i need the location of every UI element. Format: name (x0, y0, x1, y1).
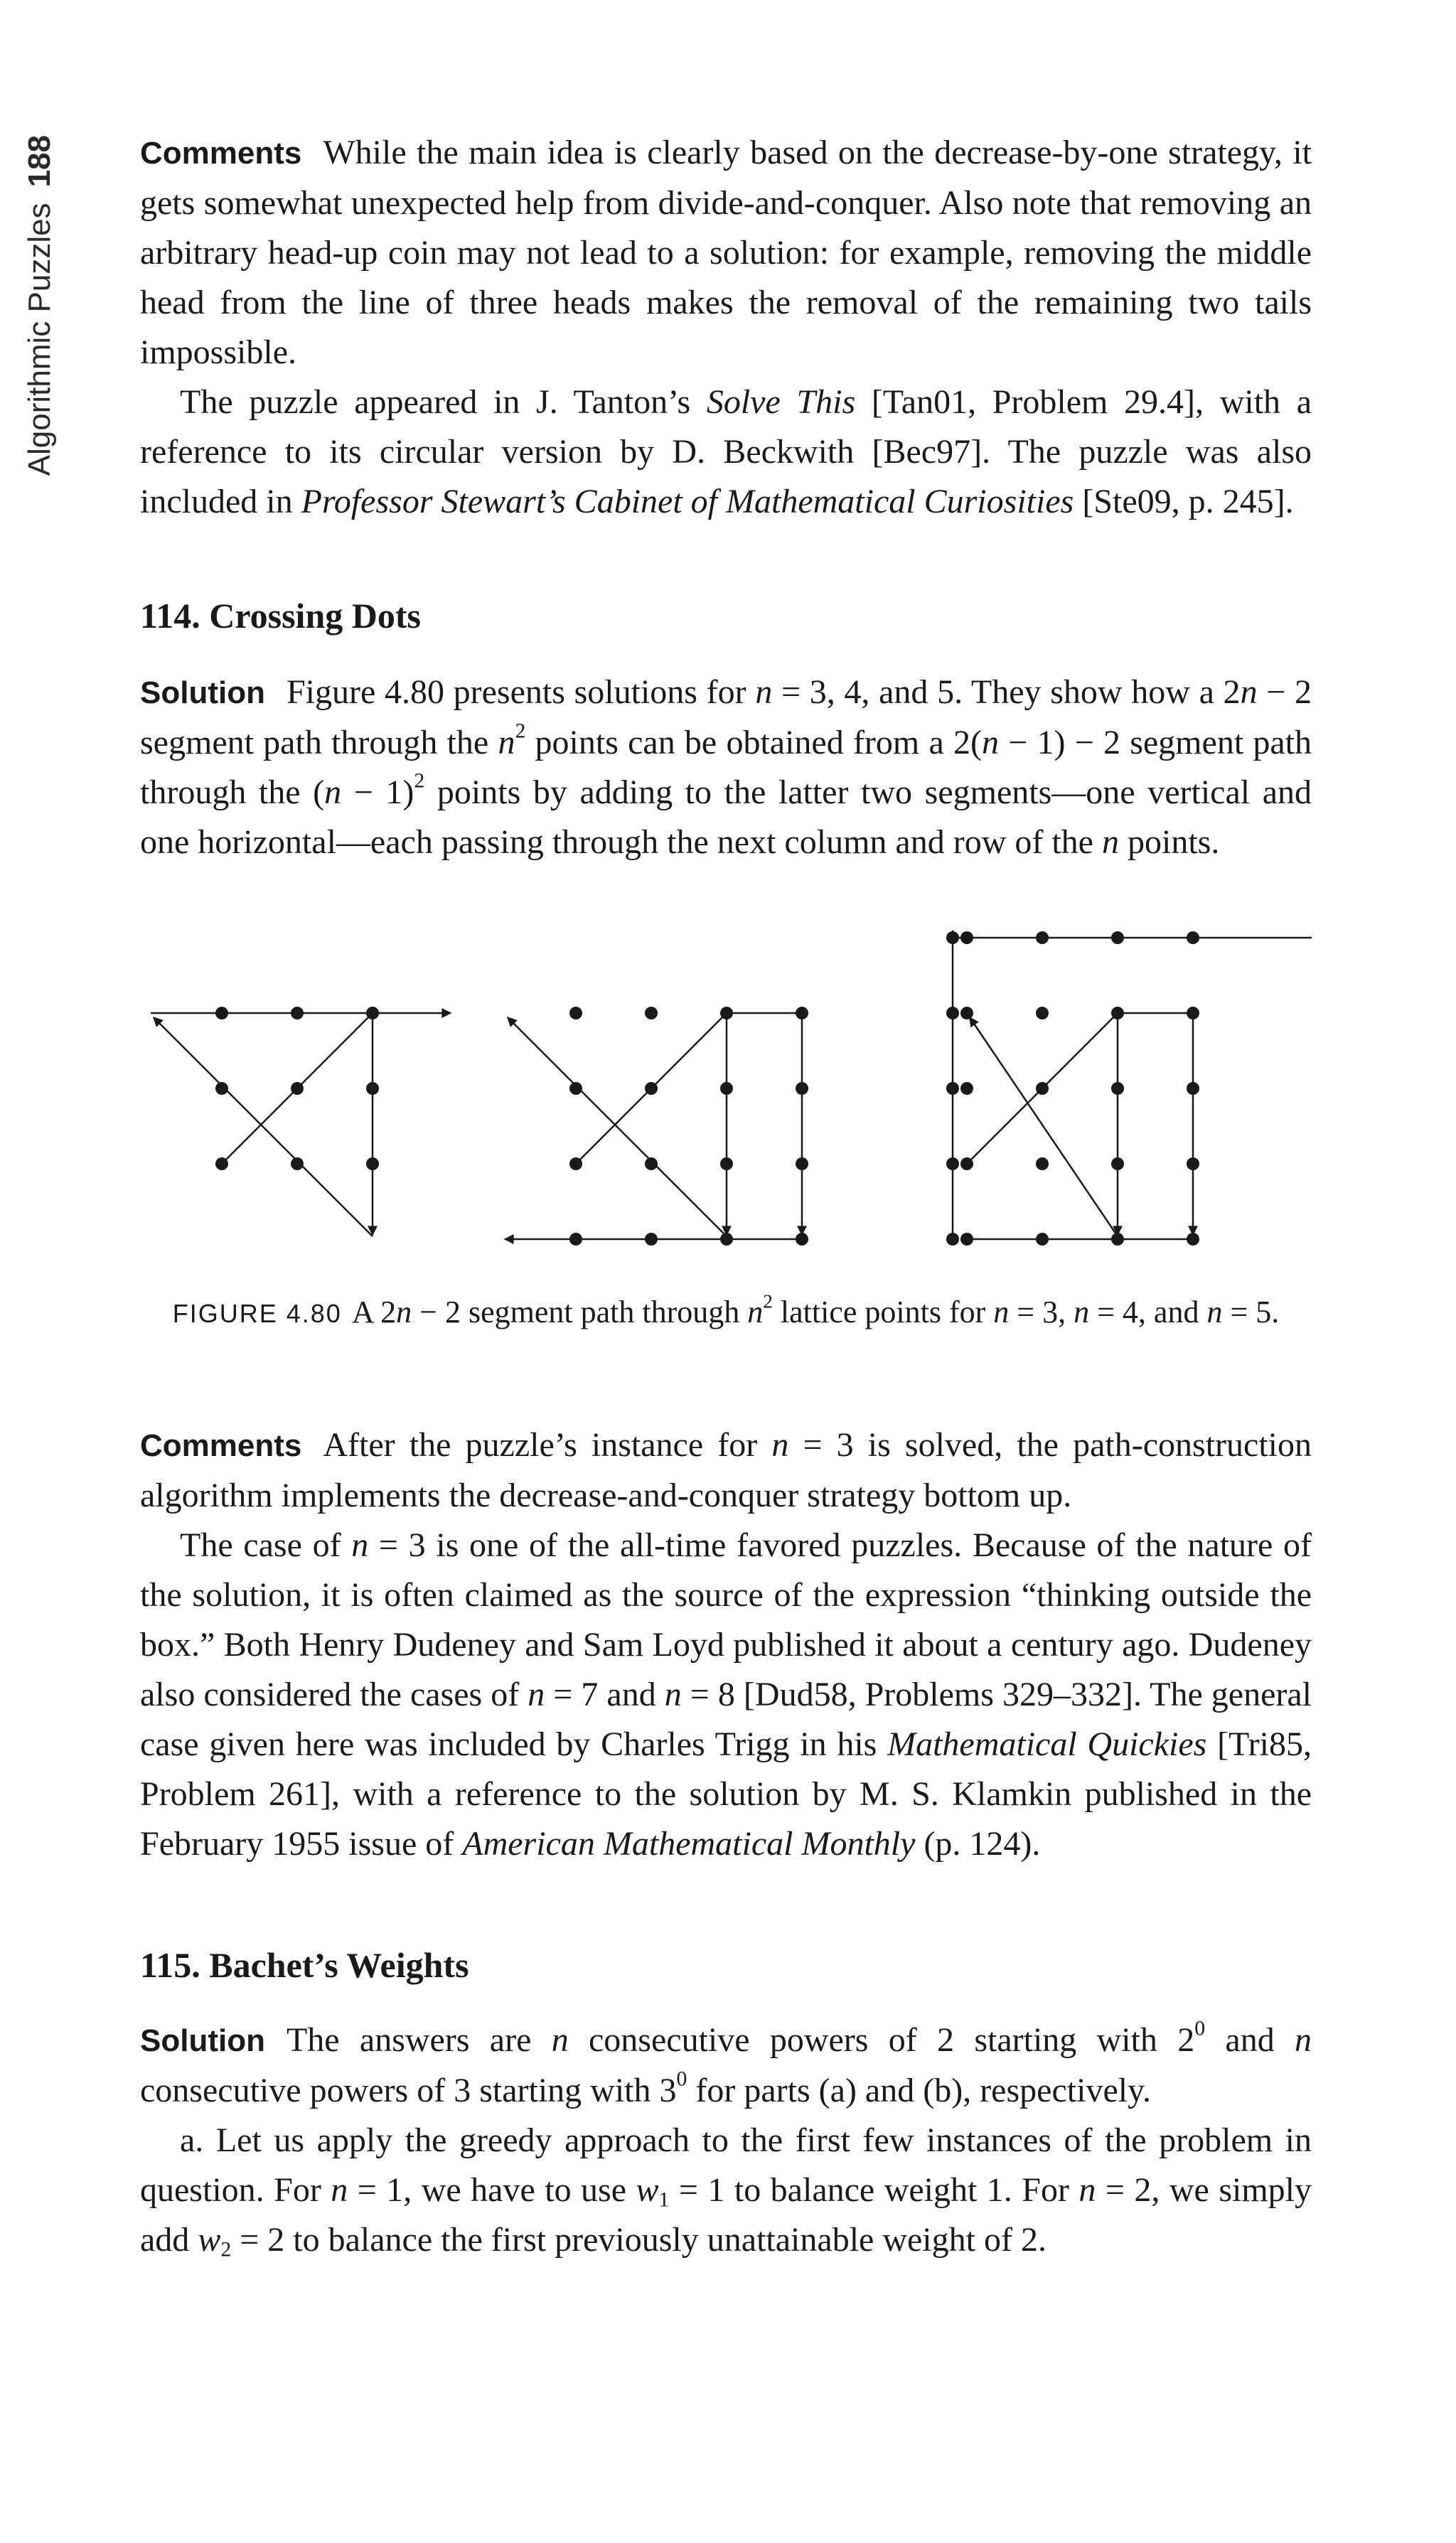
math-var: w (198, 2221, 221, 2259)
math-var: n (1074, 1295, 1090, 1329)
text-run: and (1205, 2021, 1295, 2059)
solution-lead: Solution (140, 675, 265, 710)
superscript: 2 (763, 1290, 773, 1312)
lattice-dot (946, 1082, 959, 1095)
text-run: = 1, we have to use (348, 2171, 636, 2209)
lattice-dot (291, 1157, 304, 1170)
lattice-dot (796, 1007, 808, 1019)
superscript: 2 (515, 719, 526, 743)
text-run: points. (1118, 823, 1220, 861)
lattice-dot (215, 1082, 228, 1095)
text-run: [Tri85, Problem 261], with a reference to the solution by M. S. Klamkin published in the February 1955 issue of (140, 1725, 1312, 1863)
lattice-dot (645, 1082, 658, 1095)
lattice-paths (140, 917, 1312, 1287)
text-run: The case of (180, 1526, 352, 1564)
text-run: The puzzle appeared in J. Tanton’s (180, 383, 707, 421)
math-var: n (528, 1676, 545, 1713)
text-run: After the puzzle’s instance for (323, 1426, 772, 1464)
math-var: n (747, 1295, 764, 1329)
text-run: a. Let us apply the greedy approach to the first few instances of the problem in question. For (140, 2121, 1312, 2209)
path-segment (154, 1017, 373, 1236)
lattice-dot (645, 1233, 658, 1246)
lattice-dot (645, 1157, 658, 1170)
text-run: The answers are (286, 2021, 552, 2059)
text-run: = 8 [Dud58, Problems 329–332]. The general case given here was included by Charles Trigg in his (140, 1676, 1312, 1763)
superscript: 2 (414, 769, 425, 793)
math-var: n (1206, 1295, 1223, 1329)
lattice-dot (946, 1157, 959, 1170)
lattice-dot (1036, 931, 1049, 944)
text-run: = 4, and (1089, 1295, 1207, 1329)
page-body (140, 128, 1312, 2265)
path-segment (970, 1017, 1118, 1236)
book-title: Solve This (706, 383, 856, 421)
text-run: (p. 124). (915, 1825, 1041, 1863)
lattice-dot (215, 1157, 228, 1170)
lattice-dot (796, 1233, 808, 1246)
text-run: = 3 is one of the all-time favored puzzles. Because of the nature of the solution, it is often claimed as the source of the expression “thinking outside the box.” Both Henry Dudeney and Sam Loyd published it about a century ago. Dudeney also considered the cases of (140, 1526, 1312, 1713)
text-run: A 2 (351, 1295, 397, 1329)
math-var: n (664, 1676, 682, 1713)
math-var: n (993, 1295, 1010, 1329)
math-var: n (1240, 673, 1258, 711)
lattice-dot (1111, 931, 1124, 944)
math-var: n (1101, 823, 1119, 861)
text-run: consecutive powers of 2 starting with 2 (568, 2021, 1195, 2059)
lattice-dot (720, 1157, 733, 1170)
lattice-dot (366, 1157, 379, 1170)
text-run: = 1 to balance weight 1. For (669, 2171, 1079, 2209)
lattice-dot (960, 1157, 973, 1170)
solution-paragraph-115 (140, 2015, 1312, 2116)
lattice-dot (215, 1007, 228, 1019)
superscript: 0 (676, 2067, 687, 2091)
math-var: n (498, 724, 515, 761)
text-run: = 3, (1009, 1295, 1074, 1329)
math-var: n (1295, 2021, 1312, 2059)
lattice-dot (569, 1082, 582, 1095)
math-var: n (551, 2021, 569, 2059)
lattice-dot (291, 1082, 304, 1095)
text-run: − 2 segment path through (412, 1295, 748, 1329)
lattice-dot (720, 1082, 733, 1095)
lattice-dot (1111, 1082, 1124, 1095)
lattice-dot (569, 1233, 582, 1246)
text-run: = 3 is solved, the path-construction algorithm implements the decrease-and-conquer strategy bottom up. (140, 1426, 1312, 1514)
figure-label: FIGURE 4.80 (172, 1299, 342, 1328)
text-run: [Ste09, p. 245]. (1074, 483, 1294, 520)
text-run: points by adding to the latter two segments—one vertical and one horizontal—each passing through the next column and row of the (140, 773, 1312, 861)
running-title: Algorithmic Puzzles (22, 203, 57, 476)
text-run: = 3, 4, and 5. They show how a 2 (772, 673, 1241, 711)
lattice-dot (1187, 1157, 1199, 1170)
lattice-dot (960, 1233, 973, 1246)
lattice-dot (946, 931, 959, 944)
page-number: 188 (22, 135, 57, 188)
figure-caption (140, 1291, 1312, 1335)
lattice-dot (291, 1007, 304, 1019)
lattice-dot (796, 1157, 808, 1170)
lattice-dot (960, 1007, 973, 1019)
lattice-dot (1187, 1233, 1199, 1246)
math-var: w (636, 2171, 659, 2209)
text-run: Figure 4.80 presents solutions for (286, 673, 756, 711)
lattice-dot (366, 1082, 379, 1095)
text-run: for parts (a) and (b), respectively. (687, 2072, 1151, 2109)
math-var: n (351, 1526, 369, 1564)
lattice-dot (1036, 1007, 1049, 1019)
solution-lead: Solution (140, 2023, 265, 2058)
section-heading-115: 115. Bachet’s Weights (140, 1945, 469, 1985)
book-title: Professor Stewart’s Cabinet of Mathematical Curiosities (301, 483, 1074, 520)
history-paragraph (140, 1521, 1312, 1869)
lattice-dot (1111, 1233, 1124, 1246)
text-run: = 2 to balance the first previously unattainable weight of 2. (231, 2221, 1046, 2259)
lattice-dot (946, 1007, 959, 1019)
solution-paragraph-114 (140, 668, 1312, 867)
part-a-paragraph (140, 2116, 1312, 2265)
lattice-dot (960, 1082, 973, 1095)
section-heading-114: 114. Crossing Dots (140, 596, 421, 636)
lattice-dot (1036, 1157, 1049, 1170)
lattice-dot (720, 1233, 733, 1246)
lattice-dot (1111, 1007, 1124, 1019)
comments-paragraph-2 (140, 1420, 1312, 1521)
text-run: lattice points for (772, 1295, 994, 1329)
lattice-dot (720, 1007, 733, 1019)
math-var: n (324, 773, 342, 811)
subscript: 2 (220, 2237, 232, 2261)
source-paragraph (140, 378, 1312, 527)
lattice-dot (1036, 1082, 1049, 1095)
lattice-dot (960, 931, 973, 944)
text-run: = 5. (1222, 1295, 1280, 1329)
lattice-dot (796, 1082, 808, 1095)
text-run: = 2, we simply add (140, 2171, 1312, 2259)
math-var: n (771, 1426, 789, 1464)
figure-4-80 (140, 917, 1312, 1287)
math-var: n (331, 2171, 348, 2209)
lattice-dot (946, 1233, 959, 1246)
lattice-dot (1036, 1233, 1049, 1246)
math-var: n (981, 724, 999, 761)
subscript: 1 (658, 2188, 670, 2212)
path-segment (508, 1017, 727, 1236)
text-run: consecutive powers of 3 starting with 3 (140, 2072, 677, 2109)
comments-lead: Comments (140, 1428, 302, 1463)
text-run: = 7 and (545, 1676, 665, 1713)
text-run: − 2 segment path through the (140, 673, 1312, 761)
lattice-dot (1187, 931, 1199, 944)
lattice-dot (569, 1157, 582, 1170)
math-var: n (755, 673, 773, 711)
text-run: − 1) (341, 773, 414, 811)
running-header (18, 135, 61, 519)
math-var: n (396, 1295, 412, 1329)
text-run: points can be obtained from a 2( (525, 724, 982, 761)
comments-text: While the main idea is clearly based on the decrease-by-one strategy, it gets somewhat unexpected help from divide-and-conquer. Also note that removing an arbitrary head-up coin may not lead to a solution: for example, removing the middle head from the line of three heads makes the removal of the remaining two tails impossible. (140, 134, 1312, 371)
lattice-dot (569, 1007, 582, 1019)
lattice-dot (645, 1007, 658, 1019)
text-run: [Tan01, Problem 29.4], with a reference to its circular version by D. Beckwith [Bec97]. The puzzle was also included in (140, 383, 1312, 520)
journal-title: American Mathematical Monthly (462, 1825, 916, 1863)
text-run: − 1) − 2 segment path through the ( (140, 724, 1312, 811)
comments-lead: Comments (140, 136, 302, 171)
book-title: Mathematical Quickies (887, 1725, 1207, 1763)
lattice-dot (1187, 1082, 1199, 1095)
lattice-dot (1111, 1157, 1124, 1170)
comments-paragraph (140, 128, 1312, 378)
lattice-dot (1187, 1007, 1199, 1019)
lattice-dot (366, 1007, 379, 1019)
math-var: n (1078, 2171, 1096, 2209)
superscript: 0 (1194, 2016, 1206, 2040)
